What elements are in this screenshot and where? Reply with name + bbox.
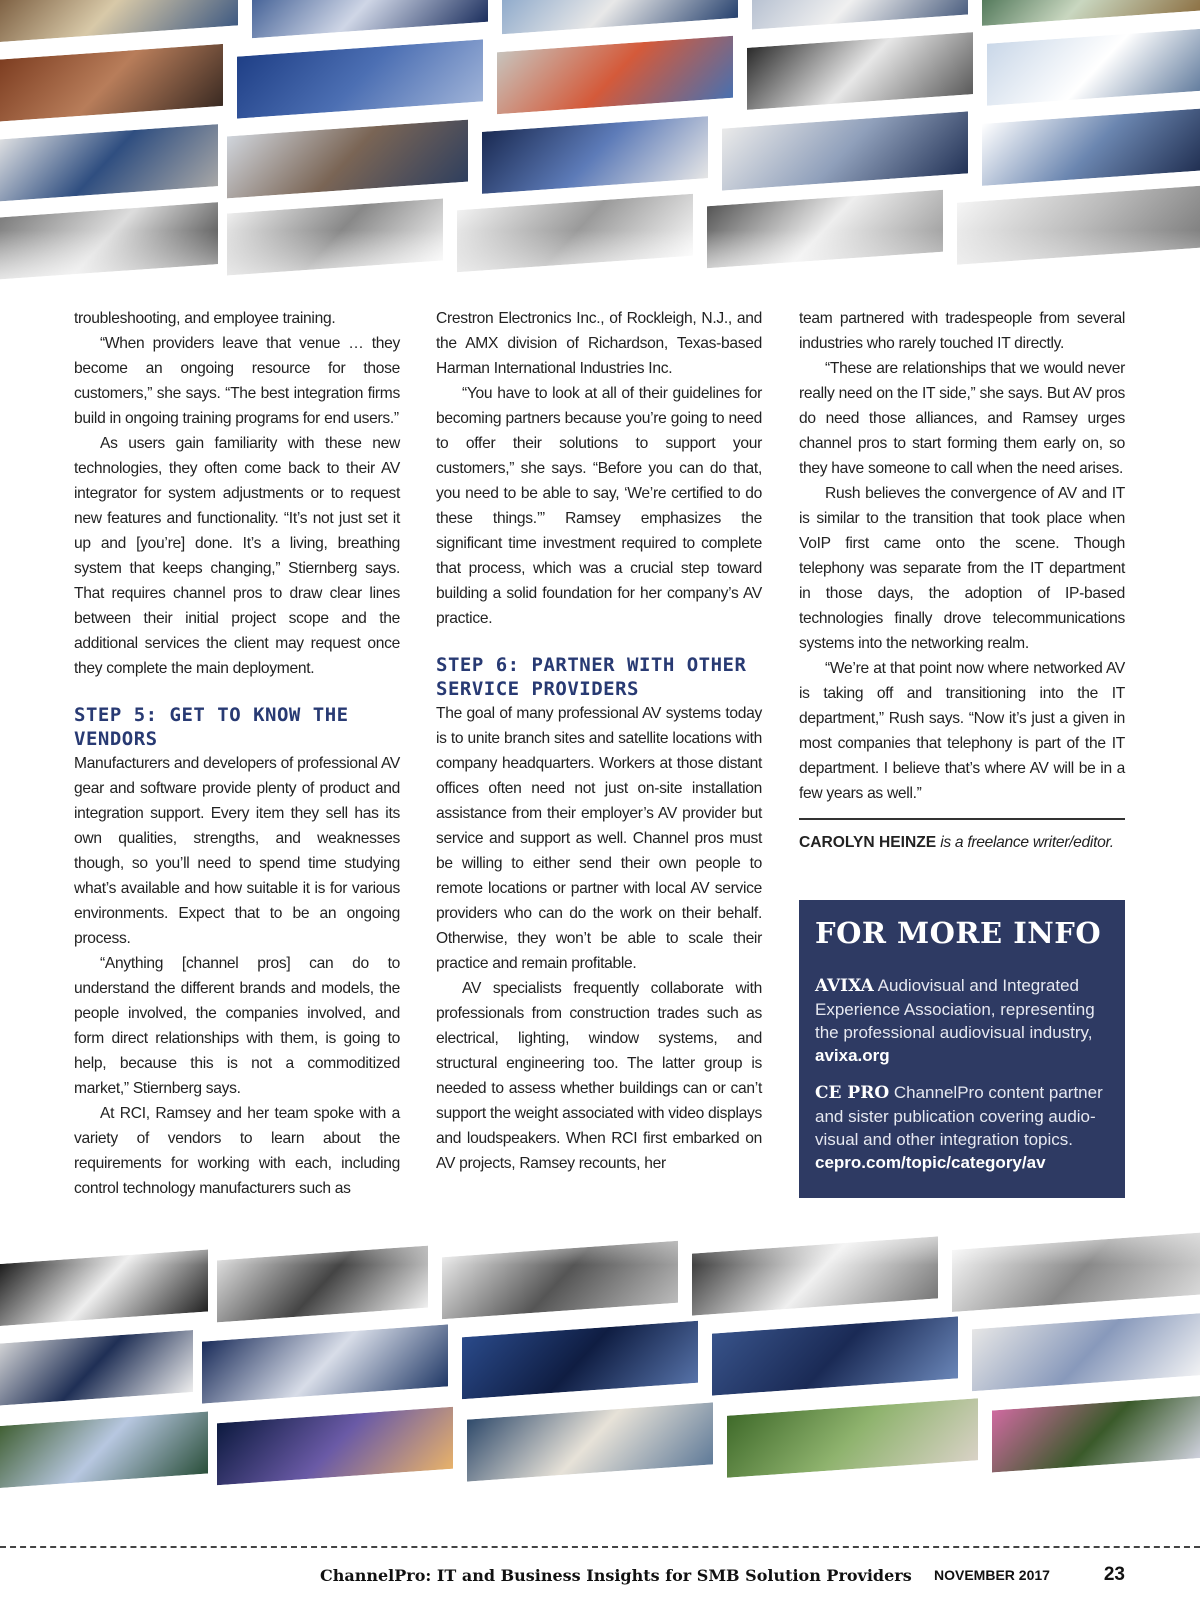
- article-column-1: [74, 306, 400, 1201]
- byline-divider: [799, 818, 1125, 820]
- paragraph: “You have to look at all of their guidelines for becoming partners because you’re going to need to offer their solutions to support your customers,” she says. “Before you can do that, you need to be able to say, ‘We’re certified to do these things.’” Ramsey emphasizes the significant time investment required to complete that process, which was a crucial step toward building a solid foundation for her company’s AV practice.: [436, 385, 762, 627]
- footer-divider: [0, 1546, 1200, 1548]
- publication-name: ChannelPro: IT and Business Insights for SMB Solution Providers: [320, 1566, 912, 1585]
- issue-date: NOVEMBER 2017: [934, 1567, 1050, 1583]
- paragraph: As users gain familiarity with these new technologies, they often come back to their AV integrator for system adjustments or to request new features and functionality. “It’s not just set it up and [you’re] done. It’s a living, breathing system that keeps changing,” Stiernberg says. That requires channel pros to draw clear lines between their initial project scope and the additional services the client may request once they complete the main deployment.: [74, 435, 400, 677]
- paragraph: Rush believes the convergence of AV and IT is similar to the transition that took place when VoIP first came onto the scene. Though telephony was separate from the IT department in those days, the adoption of IP-based technologies finally drove telecommunications systems into the networking realm.: [799, 485, 1125, 652]
- info-entry-cepro: [815, 1081, 1109, 1174]
- section-heading: STEP 5: GET TO KNOW THE VENDORS: [74, 704, 349, 750]
- org-description: ChannelPro content partner and sister publication covering audio-visual and other integration topics.: [815, 1083, 1103, 1149]
- paragraph: team partnered with tradespeople from several industries who rarely touched IT directly.: [799, 310, 1125, 352]
- article-column-3: [799, 306, 1125, 855]
- article-column-2: [436, 306, 762, 1176]
- more-info-box: [799, 900, 1125, 1198]
- paragraph: Manufacturers and developers of professional AV gear and software provide plenty of product and integration support. Every item they sell has its own qualities, strengths, and weaknesses though, so you’ll need to spend time studying what’s available and how suitable it is for various environments. Expect that to be an ongoing process.: [74, 755, 400, 947]
- page-footer: [320, 1566, 1125, 1592]
- paragraph: “Anything [channel pros] can do to understand the different brands and models, the people involved, the companies involved, and form direct relationships with them, is going to help, because this is not a commoditized market,” Stiernberg says.: [74, 955, 400, 1097]
- author-description: is a freelance writer/editor.: [940, 834, 1114, 851]
- org-name: AVIXA: [815, 976, 874, 996]
- info-box-title: FOR MORE INFO: [815, 916, 1102, 950]
- top-photo-mosaic: [0, 0, 1200, 300]
- section-heading: STEP 6: PARTNER WITH OTHER SERVICE PROVIDERS: [436, 654, 747, 700]
- paragraph: “These are relationships that we would never really need on the IT side,” she says. But AV pros do need those alliances, and Ramsey urges channel pros to start forming them early on, so they have someone to call when the need arises.: [799, 360, 1125, 477]
- paragraph: Crestron Electronics Inc., of Rockleigh, N.J., and the AMX division of Richardson, Texas-based Harman International Industries Inc.: [436, 310, 762, 377]
- org-name: CE PRO: [815, 1083, 890, 1103]
- paragraph: troubleshooting, and employee training.: [74, 310, 336, 327]
- page-number: 23: [1103, 1564, 1125, 1585]
- org-description: Audiovisual and Integrated Experience Association, representing the professional audiovisual industry,: [815, 976, 1095, 1042]
- paragraph: AV specialists frequently collaborate with professionals from construction trades such as electrical, lighting, window systems, and structural engineering too. The latter group is needed to assess whether buildings can or can’t support the weight associated with video displays and loudspeakers. When RCI first embarked on AV projects, Ramsey recounts, her: [436, 980, 762, 1172]
- paragraph: “When providers leave that venue … they become an ongoing resource for those customers,” she says. “The best integration firms build in ongoing training programs for end users.”: [74, 335, 400, 427]
- info-entry-avixa: [815, 974, 1109, 1067]
- bottom-photo-mosaic: [0, 1205, 1200, 1490]
- org-link[interactable]: avixa.org: [815, 1046, 890, 1065]
- paragraph: The goal of many professional AV systems today is to unite branch sites and satellite locations with company headquarters. Workers at those distant offices often need not just on-site installation assistance from their employer’s AV provider but service and support as well. Channel pros must be willing to either send their own people to remote locations or partner with local AV service providers who can do the work on their behalf. Otherwise, they won’t be able to scale their practice and remain profitable.: [436, 705, 762, 972]
- paragraph: At RCI, Ramsey and her team spoke with a variety of vendors to learn about the requirements for working with each, including control technology manufacturers such as: [74, 1105, 400, 1197]
- org-link[interactable]: cepro.com/topic/category/av: [815, 1153, 1046, 1172]
- paragraph: “We’re at that point now where networked AV is taking off and transitioning into the IT department,” Rush says. “Now it’s just a given in most companies that telephony is part of the IT department. I believe that’s where AV will be in a few years as well.”: [799, 660, 1125, 802]
- author-name: CAROLYN HEINZE: [799, 834, 937, 851]
- author-byline: [799, 830, 1125, 855]
